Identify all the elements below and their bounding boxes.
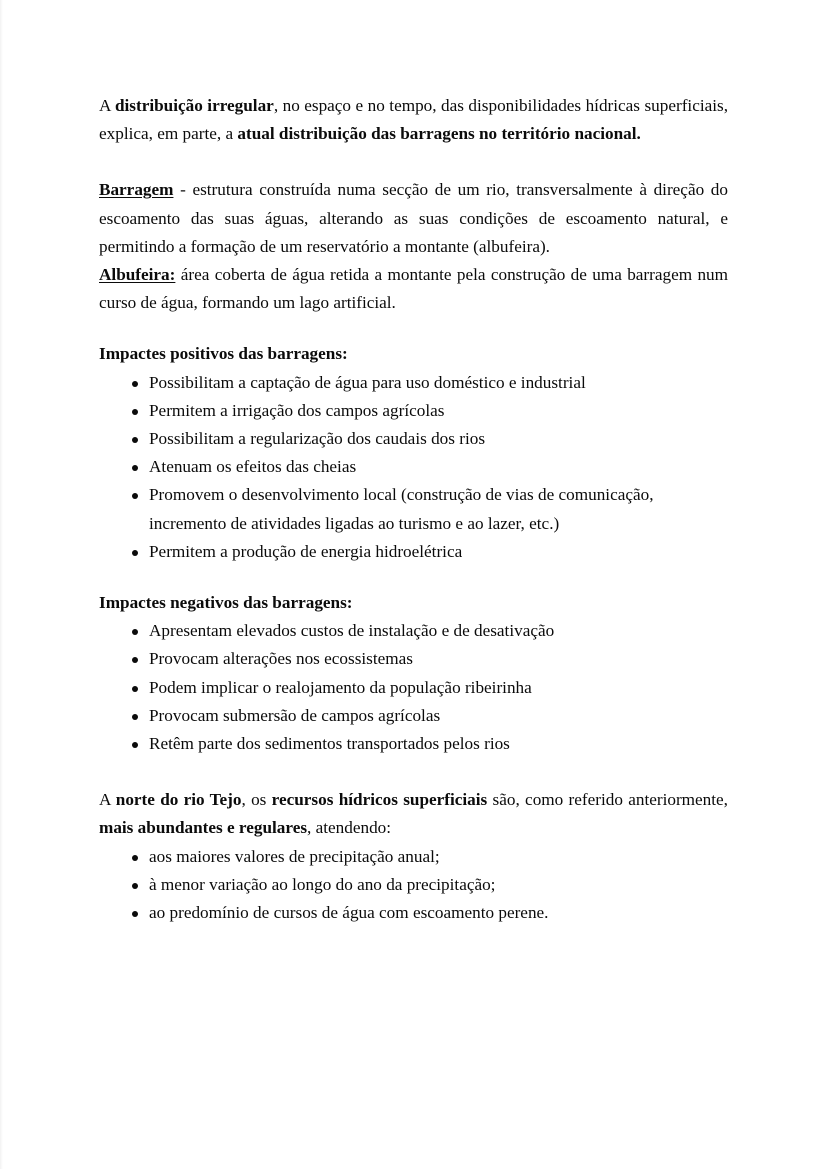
intro-middle: , no espaço e no tempo, das disponibilidades hídricas superficiais, explica, em parte, a xyxy=(99,96,728,144)
closing-middle-1: , os xyxy=(241,790,272,810)
list-item: Provocam submersão de campos agrícolas xyxy=(99,702,728,730)
list-item: Retêm parte dos sedimentos transportados pelos rios xyxy=(99,730,728,758)
list-item: Promovem o desenvolvimento local (construção de vias de comunicação, incremento de atividades ligadas ao turismo e ao lazer, etc.) xyxy=(99,481,728,537)
definition-text-barragem: estrutura construída numa secção de um rio, transversalmente à direção do escoamento das suas águas, alterando as suas condições de escoamento natural, e permitindo a formação de um reservatório a montante (albufeira). xyxy=(99,180,728,256)
definition-albufeira xyxy=(99,261,728,317)
definition-term-albufeira: Albufeira: xyxy=(99,265,176,285)
intro-bold-1: distribuição irregular xyxy=(114,96,274,115)
closing-bold-1: norte do rio Tejo xyxy=(115,790,242,810)
list-item: à menor variação ao longo do ano da precipitação; xyxy=(99,871,728,899)
closing-prefix: A xyxy=(99,790,116,810)
closing-suffix: , atendendo: xyxy=(307,818,392,838)
list-impactes-negativos xyxy=(99,617,728,758)
definition-barragem xyxy=(99,176,728,261)
list-impactes-positivos xyxy=(99,369,728,566)
scan-edge-artifact xyxy=(0,0,3,1169)
spacer xyxy=(99,148,728,176)
intro-bold-2: atual distribuição das barragens no território nacional. xyxy=(237,124,641,144)
definition-text-albufeira: área coberta de água retida a montante pela construção de uma barragem num curso de água, formando um lago artificial. xyxy=(99,265,729,313)
closing-paragraph xyxy=(99,786,728,842)
list-item: Permitem a irrigação dos campos agrícolas xyxy=(99,397,728,425)
closing-bold-2: recursos hídricos superficiais xyxy=(271,790,488,810)
spacer xyxy=(99,566,728,589)
list-item: Podem implicar o realojamento da população ribeirinha xyxy=(99,674,728,702)
spacer xyxy=(99,317,728,340)
list-item: ao predomínio de cursos de água com escoamento perene. xyxy=(99,899,728,927)
list-item: Possibilitam a regularização dos caudais dos rios xyxy=(99,425,728,453)
list-item: Provocam alterações nos ecossistemas xyxy=(99,645,728,673)
list-motivos-norte-tejo xyxy=(99,843,728,928)
spacer xyxy=(99,758,728,786)
list-item: Permitem a produção de energia hidroelétrica xyxy=(99,538,728,566)
list-item: aos maiores valores de precipitação anual; xyxy=(99,843,728,871)
closing-middle-2: são, como referido anteriormente, xyxy=(487,790,728,810)
list-item: Atenuam os efeitos das cheias xyxy=(99,453,728,481)
list-item: Apresentam elevados custos de instalação e de desativação xyxy=(99,617,728,645)
closing-bold-3: mais abundantes e regulares xyxy=(99,818,308,838)
definition-separator-barragem: - xyxy=(173,180,193,200)
intro-prefix: A xyxy=(99,96,115,115)
document-body xyxy=(99,92,728,927)
heading-impactes-negativos: Impactes negativos das barragens: xyxy=(99,593,353,613)
definition-term-barragem: Barragem xyxy=(99,180,174,200)
intro-paragraph xyxy=(99,92,728,148)
list-item: Possibilitam a captação de água para uso doméstico e industrial xyxy=(99,369,728,397)
heading-impactes-positivos: Impactes positivos das barragens: xyxy=(99,344,348,364)
